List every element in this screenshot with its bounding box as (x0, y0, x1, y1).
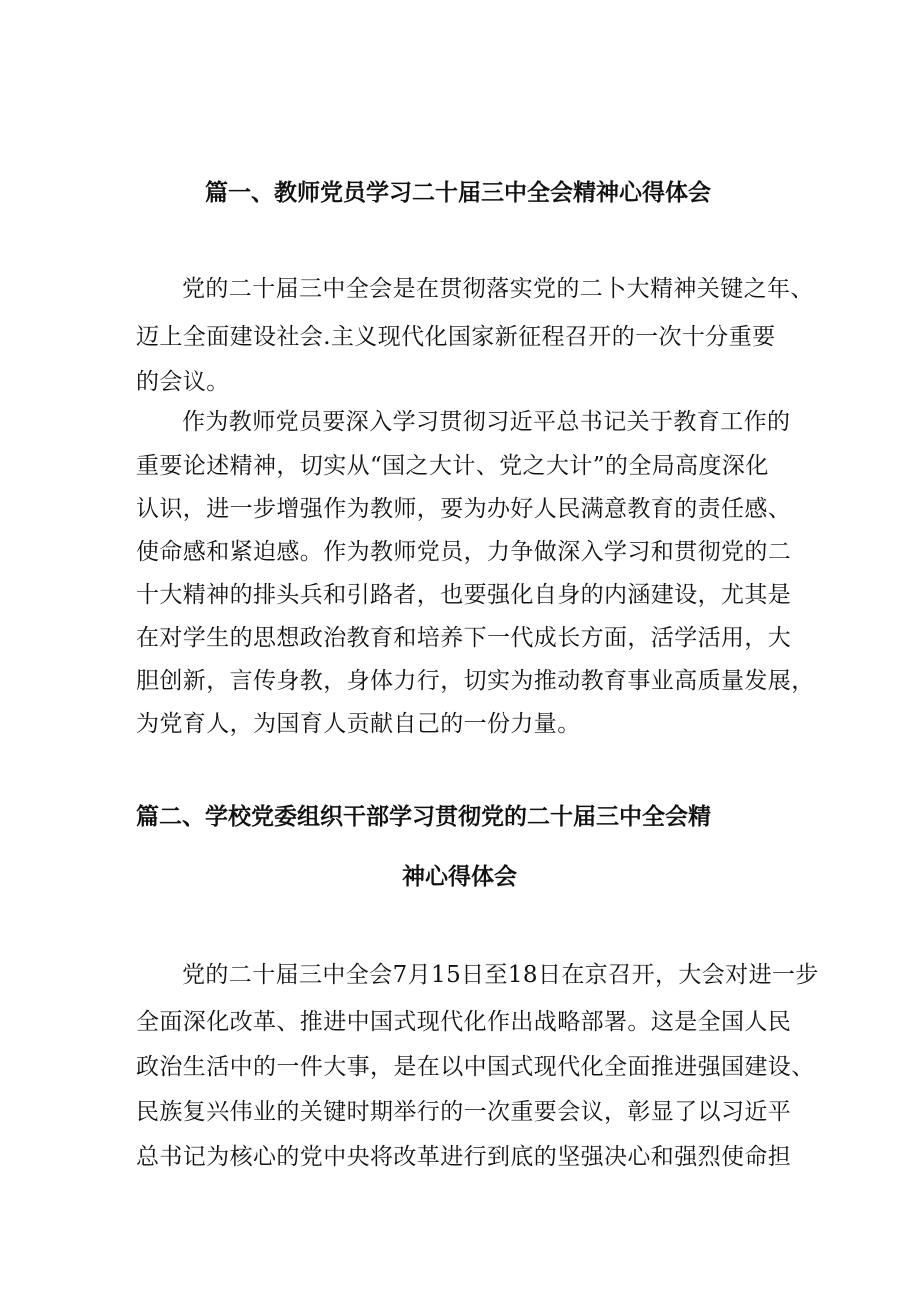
paragraph-line: 党的二十届三中全会7月15日至18日在京召开，大会对进一步 (182, 962, 819, 988)
paragraph-line: 在对学生的思想政治教育和培养下一代成长方面，活学活用，大 (136, 625, 792, 651)
paragraph-line: 认识，进一步增强作为教师，要为办好人民满意教育的责任感、 (136, 496, 792, 522)
paragraph-line: 全面深化改革、推进中国式现代化作出战略部署。这是全国人民 (136, 1009, 792, 1035)
paragraph-line: 使命感和紧迫感。作为教师党员，力争做深入学习和贯彻党的二 (136, 539, 792, 565)
paragraph-line: 党的二十届三中全会是在贯彻落实党的二卜大精神关键之年、 (182, 276, 814, 302)
section1-title: 篇一、教师党员学习二十届三中全会精神心得体会 (205, 180, 711, 206)
paragraph-line: 迈上全面建设社会.主义现代化国家新征程召开的一次十分重要 (136, 324, 776, 350)
paragraph-line: 作为教师党员要深入学习贯彻习近平总书记关于教育工作的 (182, 409, 791, 435)
paragraph-line: 十大精神的排头兵和引路者，也要强化自身的内涵建设，尤其是 (136, 582, 792, 608)
paragraph-line: 重要论述精神，切实从“国之大计、党之大计”的全局高度深化 (136, 453, 769, 479)
paragraph-line: 为党育人，为国育人贡献自己的一份力量。 (136, 711, 581, 737)
paragraph-line: 民族复兴伟业的关键时期举行的一次重要会议，彰显了以习近平 (136, 1099, 792, 1125)
section2-title-line2: 神心得体会 (402, 864, 517, 890)
paragraph-line: 的会议。 (136, 369, 230, 395)
paragraph-line: 胆创新，言传身教，身体力行，切实为推动教育事业高质量发展， (136, 668, 815, 694)
section2-title-line1: 篇二、学校党委组织干部学习贯彻党的二十届三中全会精 (136, 804, 711, 830)
paragraph-line: 政治生活中的一件大事，是在以中国式现代化全面推进强国建设、 (136, 1054, 815, 1080)
paragraph-line: 总书记为核心的党中央将改革进行到底的坚强决心和强烈使命担 (136, 1144, 792, 1170)
